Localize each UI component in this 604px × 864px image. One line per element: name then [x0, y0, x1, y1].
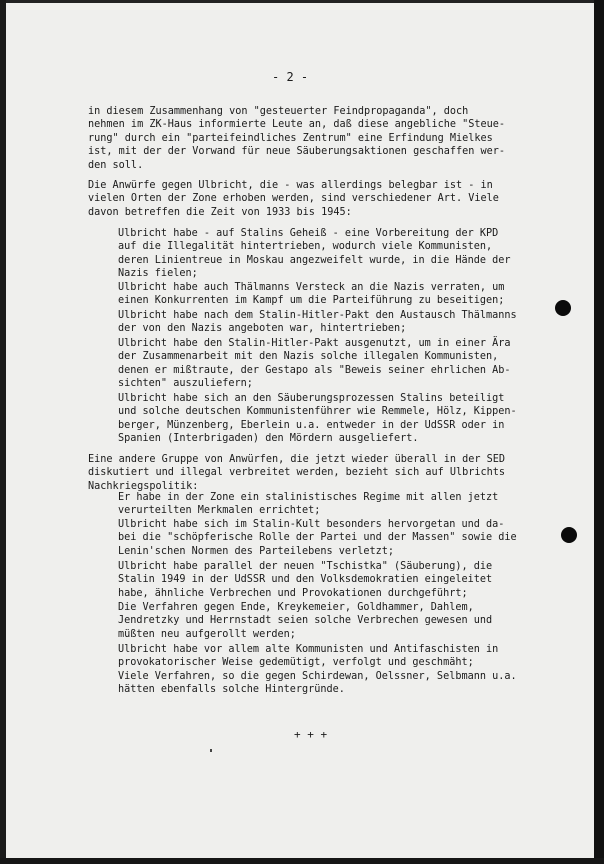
list-item: Ulbricht habe auch Thälmanns Versteck an die Nazis verraten, um einen Konkurrenten im Kampf um die Parteiführung zu beseitigen;: [118, 282, 505, 307]
closing-mark: + + +: [294, 728, 328, 741]
list-item: Ulbricht habe sich an den Säuberungsprozessen Stalins beteiligt und solche deutschen Kommunistenführer wie Remmele, Hölz, Kippen- berger, Münzenberg, Eberlein u.a. entweder in der UdSSR oder in Spanien (Interbrigaden) den Mördern ausgeliefert.: [118, 393, 517, 445]
list-item: Ulbricht habe sich im Stalin-Kult besonders hervorgetan und da- bei die "schöpferische Rolle der Partei und der Massen" sowie die Lenin'schen Normen des Parteilebens verletzt;: [118, 519, 517, 557]
paragraph-anwuerfe: Die Anwürfe gegen Ulbricht, die - was allerdings belegbar ist - in vielen Orten der Zone erhoben werden, sind verschiedener Art. Viele davon betreffen die Zeit von 1933 bis 1945:: [88, 180, 499, 218]
paragraph-nachkriegspolitik: Eine andere Gruppe von Anwürfen, die jetzt wieder überall in der SED diskutiert und illegal verbreitet werden, bezieht sich auf Ulbrichts Nachkriegspolitik:: [88, 454, 506, 492]
punch-hole: [555, 300, 571, 316]
page-number: - 2 -: [272, 70, 309, 84]
list-item: Er habe in der Zone ein stalinistisches Regime mit allen jetzt verurteilten Merkmalen errichtet;: [118, 492, 499, 517]
list-item: Ulbricht habe den Stalin-Hitler-Pakt ausgenutzt, um in einer Ära der Zusammenarbeit mit den Nazis solche illegalen Kommunisten, denen er mißtraute, der Gestapo als "Beweis seiner ehrlichen Ab- sichten" auszuliefern;: [118, 338, 511, 390]
list-item: Ulbricht habe - auf Stalins Geheiß - eine Vorbereitung der KPD auf die Illegalität hintertrieben, wodurch viele Kommunisten, deren Linientreue in Moskau angezweifelt wurde, in die Hände der Nazis fielen;: [118, 228, 511, 280]
scan-speck: [210, 749, 212, 752]
list-item: Ulbricht habe vor allem alte Kommunisten und Antifaschisten in provokatorischer Weise gedemütigt, verfolgt und geschmäht;: [118, 644, 499, 669]
punch-hole: [561, 527, 577, 543]
list-item: Viele Verfahren, so die gegen Schirdewan, Oelssner, Selbmann u.a. hätten ebenfalls solche Hintergründe.: [118, 671, 517, 696]
scan-border-right: [594, 0, 604, 864]
paragraph-feindpropaganda: in diesem Zusammenhang von "gesteuerter Feindpropaganda", doch nehmen im ZK-Haus informierte Leute an, daß diese angebliche "Steue- rung" durch ein "parteifeindliches Zentrum" eine Erfindung Mielkes ist, mit der der Vorwand für neue Säuberungsaktionen geschaffen wer- den soll.: [88, 106, 506, 171]
scan-border-bottom: [0, 858, 604, 864]
scan-border-top: [0, 0, 604, 3]
list-item: Ulbricht habe parallel der neuen "Tschistka" (Säuberung), die Stalin 1949 in der UdSSR und den Volksdemokratien eingeleitet habe, ähnliche Verbrechen und Provokationen durchgeführt;: [118, 561, 493, 599]
list-item: Ulbricht habe nach dem Stalin-Hitler-Pakt den Austausch Thälmanns der von den Nazis angeboten war, hintertrieben;: [118, 310, 517, 335]
scan-border-left: [0, 0, 6, 864]
list-item: Die Verfahren gegen Ende, Kreykemeier, Goldhammer, Dahlem, Jendretzky und Herrnstadt seien solche Verbrechen gewesen und müßten neu aufgerollt werden;: [118, 602, 493, 640]
